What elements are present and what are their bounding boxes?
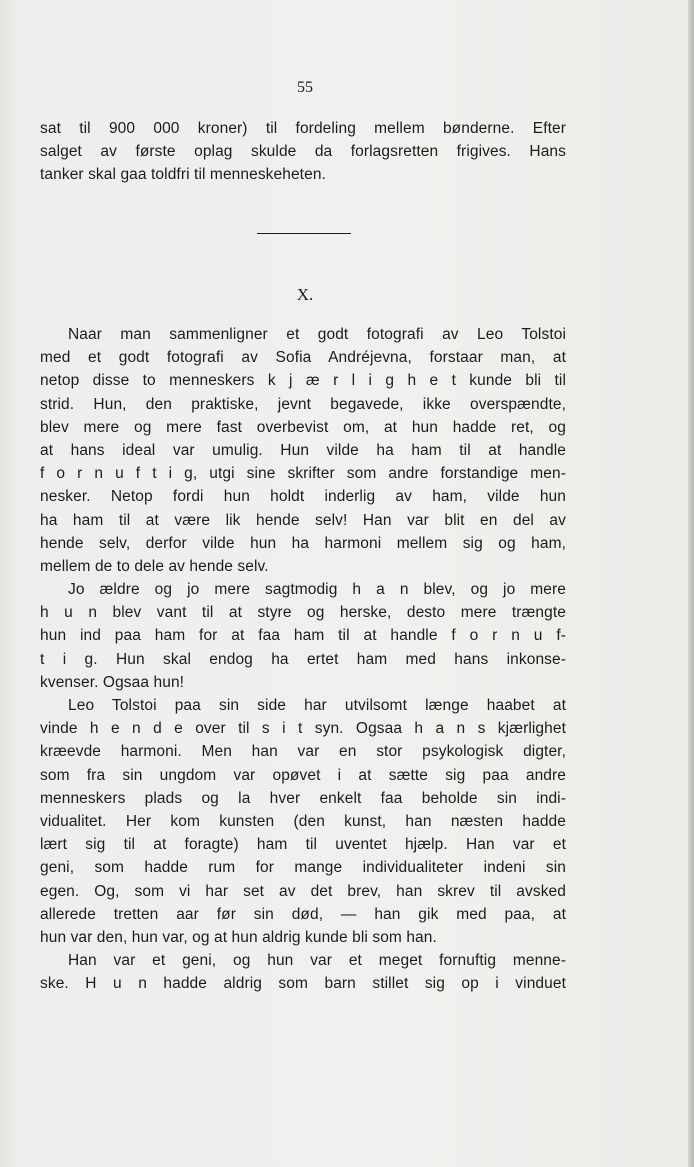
page-edge [688,0,694,1167]
text-line: hun ind paa ham for at faa ham til at handle f o r n u f- [40,627,566,645]
chapter-heading: X. [296,285,314,304]
paragraph-4 [40,949,566,995]
text-line: Leo Tolstoi paa sin side har utvilsomt længe haabet at [68,697,566,714]
text-line: kræevde harmoni. Men han var en stor psykologisk digter, [40,743,566,761]
text-line: sat til 900 000 kroner) til fordeling mellem bønderne. Efter [40,120,566,137]
paragraph-1 [40,323,566,578]
text-line: ha ham til at være lik hende selv! Han var blit en del av [40,511,566,529]
text-line: h u n blev vant til at styre og herske, desto mere trængte [40,604,566,622]
body-text [40,323,566,995]
text-line: hende selv, derfor vilde hun ha harmoni mellem sig og ham, [40,534,566,552]
text-line: geni, som hadde rum for mange individualiteter indeni sin [40,859,566,877]
text-line: menneskers plads og la hver enkelt faa beholde sin indi- [40,789,566,807]
paragraph-2 [40,578,566,694]
text-line: t i g. Hun skal endog ha ertet ham med hans inkonse- [40,650,566,668]
paragraph-3 [40,694,566,949]
text-line: som fra sin ungdom var opøvet i at sætte sig paa andre [40,766,566,784]
text-line: ske. H u n hadde aldrig som barn stillet sig op i vinduet [40,975,566,993]
text-line: Han var et geni, og hun var et meget fornuftig menne- [68,952,566,970]
page-number: 55 [297,79,313,96]
text-line: egen. Og, som vi har set av det brev, han skrev til avsked [40,882,566,900]
text-line: strid. Hun, den praktiske, jevnt begavede, ikke overspændte, [40,395,566,413]
section-divider [257,233,351,234]
text-line: hun var den, hun var, og at hun aldrig kunde bli som han. [40,928,437,946]
text-line: salget av første oplag skulde da forlagsretten frigives. Hans [40,143,566,161]
top-paragraph [40,117,566,187]
text-line: f o r n u f t i g, utgi sine skrifter som andre forstandige men- [40,465,566,483]
text-line: at hans ideal var umulig. Hun vilde ha ham til at handle [40,441,566,459]
text-line: nesker. Netop fordi hun holdt inderlig av ham, vilde hun [40,488,566,506]
text-line: lært sig til at foragte) ham til uventet hjælp. Han var et [40,836,566,854]
text-line: Naar man sammenligner et godt fotografi av Leo Tolstoi [68,326,566,343]
text-line: netop disse to menneskers k j æ r l i g h e t kunde bli til [40,372,566,390]
text-line: kvenser. Ogsaa hun! [40,673,185,691]
text-line: mellem de to dele av hende selv. [40,557,269,575]
text-line: blev mere og mere fast overbevist om, at hun hadde ret, og [40,418,566,436]
text-line: tanker skal gaa toldfri til menneskeheten. [40,166,326,184]
text-line: allerede tretten aar før sin død, — han gik med paa, at [40,905,566,923]
text-line: Jo ældre og jo mere sagtmodig h a n blev, og jo mere [68,581,566,599]
text-line: med et godt fotografi av Sofia Andréjevna, forstaar man, at [40,349,566,367]
text-line: vinde h e n d e over til s i t syn. Ogsaa h a n s kjærlighet [40,720,566,738]
text-line: vidualitet. Her kom kunsten (den kunst, han næsten hadde [40,812,566,830]
